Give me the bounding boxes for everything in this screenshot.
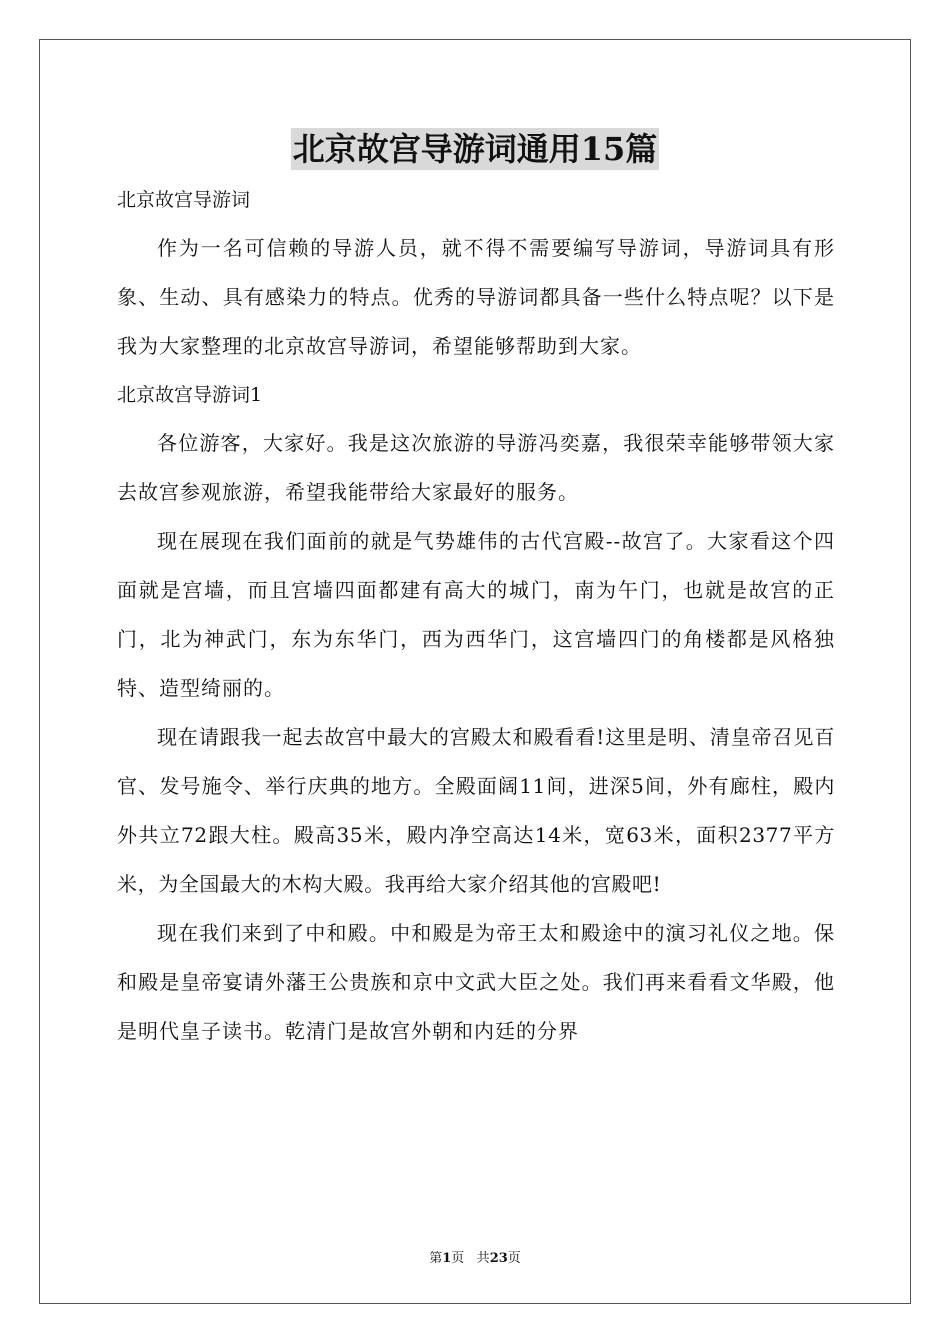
paragraph: 现在请跟我一起去故宫中最大的宫殿太和殿看看!这里是明、清皇帝召见百官、发号施令、举行庆典的地方。全殿面阔11间，进深5间，外有廊柱，殿内外共立72跟大柱。殿高35米，殿内净空高达14米，宽63米，面积2377平方米，为全国最大的木构大殿。我再给大家介绍其他的宫殿吧! xyxy=(117,725,835,896)
page-footer xyxy=(0,1247,950,1266)
paragraph: 作为一名可信赖的导游人员，就不得不需要编写导游词，导游词具有形象、生动、具有感染力的特点。优秀的导游词都具备一些什么特点呢？以下是我为大家整理的北京故宫导游词，希望能够帮助到大家。 xyxy=(117,236,835,358)
paragraph: 现在我们来到了中和殿。中和殿是为帝王太和殿途中的演习礼仪之地。保和殿是皇帝宴请外藩王公贵族和京中文武大臣之处。我们再来看看文华殿，他是明代皇子读书。乾清门是故宫外朝和内廷的分界 xyxy=(117,921,835,1043)
document-title: 北京故宫导游词通用15篇 xyxy=(292,130,658,168)
footer-page-unit: 页 xyxy=(451,1251,465,1266)
paragraph: 各位游客，大家好。我是这次旅游的导游冯奕嘉，我很荣幸能够带领大家去故宫参观旅游，希望我能带给大家最好的服务。 xyxy=(117,431,835,504)
footer-page-number: 1 xyxy=(442,1251,452,1266)
footer-prefix: 第 xyxy=(429,1251,443,1266)
footer-total-unit: 页 xyxy=(507,1251,521,1266)
section-heading: 北京故宫导游词 xyxy=(117,189,251,211)
title-wrap xyxy=(0,128,950,170)
paragraph: 现在展现在我们面前的就是气势雄伟的古代宫殿--故宫了。大家看这个四面就是宫墙，而且宫墙四面都建有高大的城门，南为午门，也就是故宫的正门，北为神武门，东为东华门，西为西华门，这宫墙四门的角楼都是风格独特、造型绮丽的。 xyxy=(117,529,835,700)
footer-total-pages: 23 xyxy=(489,1251,508,1266)
footer-total-prefix: 共 xyxy=(476,1251,490,1266)
section-heading: 北京故宫导游词1 xyxy=(117,384,263,406)
document-body xyxy=(117,176,835,1056)
